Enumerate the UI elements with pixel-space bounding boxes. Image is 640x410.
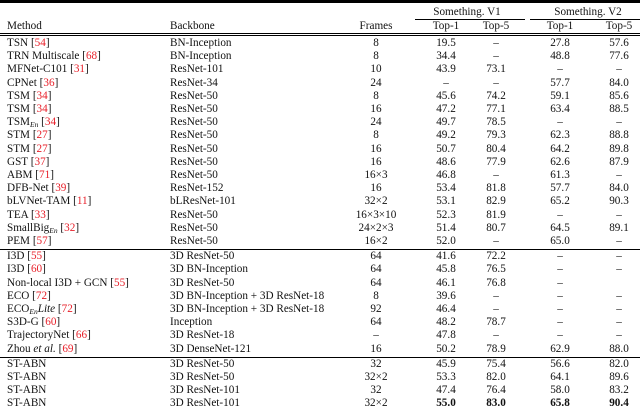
method-name: TRN Multiscale (7, 50, 80, 63)
score-v1t5: 76.8 (486, 276, 506, 289)
method-name: Non-local I3D + GCN (7, 276, 108, 289)
method-name: I3D (7, 250, 25, 263)
method-name: TrajectoryNet (7, 329, 70, 342)
backbone-cell: ResNet-50 (170, 89, 218, 102)
backbone-cell: ResNet-50 (170, 142, 218, 155)
score-v1t1: 45.9 (436, 357, 456, 370)
method-name: GST (7, 155, 28, 168)
score-v2t1: 62.3 (550, 129, 570, 142)
score-v1t1: 41.6 (436, 250, 456, 263)
frames-cell: 32 (370, 357, 382, 370)
backbone-cell: bLResNet-101 (170, 195, 236, 208)
citation-link[interactable]: 27 (36, 142, 48, 155)
citation-link[interactable]: 36 (43, 76, 55, 89)
score-v1t5: 75.4 (486, 357, 506, 370)
method-cell: $ECO_{En}Lite$ [72] (7, 303, 77, 316)
score-v2t1: 61.3 (550, 169, 570, 181)
score-v1t1: 45.6 (436, 89, 456, 102)
method-name: MFNet-C101 (7, 63, 68, 76)
frames-cell: 64 (370, 250, 382, 263)
backbone-cell: 3D ResNet-101 (170, 397, 240, 410)
method-cell: S3D-G [60] (7, 316, 61, 329)
score-v2t1: 64.2 (550, 142, 570, 155)
score-v1t1: 48.6 (436, 155, 456, 168)
score-v1t1: 19.5 (436, 37, 456, 49)
backbone-cell: 3D BN-Inception (170, 263, 248, 276)
header-double-rule-2 (0, 35, 640, 36)
frames-cell: 64 (370, 263, 382, 276)
backbone-cell: ResNet-34 (170, 76, 218, 89)
score-v2t5: 84.0 (609, 76, 629, 89)
score-v2t5: – (616, 116, 622, 129)
method-name: ABM (7, 169, 33, 181)
score-v1t5: 73.1 (486, 63, 506, 76)
frames-cell: 16×2 (364, 235, 388, 247)
method-cell: ECO [72] (7, 289, 51, 302)
score-v1t5: 83.0 (486, 397, 506, 410)
score-v2t1: 65.8 (550, 397, 570, 410)
backbone-cell: BN-Inception (170, 50, 232, 63)
score-v2t1: 59.1 (550, 89, 570, 102)
score-v2t5: 84.0 (609, 182, 629, 195)
score-v2t1: 64.1 (550, 371, 570, 383)
method-name: I3D (7, 263, 25, 276)
score-v2t1: 27.8 (550, 37, 570, 49)
score-v1t5: 80.7 (486, 221, 506, 234)
score-v1t1: 47.8 (436, 329, 456, 342)
score-v1t5: 79.3 (486, 129, 506, 142)
score-v2t1: 57.7 (550, 182, 570, 195)
citation-link[interactable]: 71 (39, 169, 51, 181)
method-name: STM (7, 142, 31, 155)
citation-link[interactable]: 34 (36, 89, 48, 102)
citation-link[interactable]: 55 (30, 250, 43, 263)
score-v2t5: – (616, 250, 622, 263)
method-cell (7, 384, 46, 397)
score-v2t1: – (557, 250, 563, 263)
score-v2t5: 89.6 (609, 371, 629, 383)
score-v1t5: 78.7 (486, 316, 506, 329)
score-v1t1: 49.2 (436, 129, 456, 142)
citation-link[interactable]: 39 (55, 182, 67, 195)
score-v2t5: – (616, 263, 622, 276)
frames-cell: 92 (370, 303, 382, 315)
header-v1-top1: Top-1 (432, 20, 460, 32)
method-cell (7, 358, 46, 371)
citation-link[interactable]: 66 (75, 329, 88, 342)
frames-cell: – (373, 329, 379, 342)
score-v2t5: – (616, 235, 622, 247)
score-v2t5: – (616, 208, 622, 221)
score-v1t1: 50.7 (436, 142, 456, 155)
method-italic: Lite (37, 303, 56, 315)
backbone-cell: ResNet-50 (170, 235, 218, 247)
frames-cell: 32 (370, 384, 382, 397)
score-v1t1: 46.8 (436, 169, 456, 181)
frames-cell: 16 (370, 342, 382, 355)
score-v1t5: – (493, 329, 499, 342)
group-separator (0, 249, 640, 250)
score-v2t1: 56.6 (550, 357, 570, 370)
frames-cell: 24 (370, 116, 382, 129)
method-name: ST-ABN (7, 357, 47, 370)
score-v2t1: – (557, 263, 563, 276)
score-v2t1: – (557, 289, 563, 302)
score-v1t1: 43.9 (436, 63, 456, 76)
method-cell: TEA [33] (7, 208, 50, 221)
score-v1t5: 82.0 (486, 371, 506, 383)
frames-cell: 8 (373, 89, 379, 102)
group-separator (0, 357, 640, 358)
score-v1t5: 76.5 (486, 263, 506, 276)
citation-link[interactable]: 57 (36, 235, 48, 247)
score-v1t5: 77.1 (486, 103, 506, 115)
score-v2t1: 57.7 (550, 76, 570, 89)
method-cell: SmallBig$_{En}$ [32] (7, 221, 80, 235)
backbone-cell: BN-Inception (170, 37, 232, 49)
score-v1t5: – (493, 235, 499, 247)
backbone-cell: 3D ResNet-50 (170, 276, 235, 289)
frames-cell: 64 (370, 276, 382, 289)
score-v2t1: 62.6 (550, 155, 570, 168)
score-v2t5: 83.2 (609, 384, 629, 397)
backbone-cell: 3D ResNet-50 (170, 250, 235, 263)
backbone-cell: ResNet-101 (170, 63, 224, 76)
method-cell: STM [27] (7, 129, 52, 142)
score-v1t1: 39.6 (436, 289, 456, 302)
header-method: Method (7, 20, 42, 32)
score-v2t5: 88.0 (609, 342, 629, 355)
score-v1t5: – (493, 76, 499, 89)
score-v1t5: – (493, 169, 499, 181)
score-v2t5: – (616, 316, 622, 329)
header-v1-top5: Top-5 (482, 20, 510, 32)
method-cell: GST [37] (7, 155, 50, 168)
score-v1t5: 80.4 (486, 142, 506, 155)
method-name: ECO (7, 303, 30, 315)
method-cell: TrajectoryNet [66] (7, 329, 91, 342)
citation-link[interactable]: 54 (34, 37, 46, 49)
score-v2t5: – (616, 169, 622, 181)
frames-cell: 10 (370, 63, 382, 76)
method-name: TSN (7, 37, 29, 49)
score-v1t1: 48.2 (436, 316, 456, 329)
frames-cell: 32×2 (364, 371, 388, 383)
frames-cell: 16×3 (364, 169, 388, 181)
frames-cell: 16 (370, 142, 382, 155)
backbone-cell: ResNet-50 (170, 155, 218, 168)
header-backbone: Backbone (170, 20, 215, 32)
score-v2t1: – (557, 329, 563, 342)
score-v1t5: 82.9 (486, 195, 506, 208)
score-v1t5: 72.2 (486, 250, 506, 263)
top-rule (0, 0, 640, 3)
score-v1t1: 47.4 (436, 384, 456, 397)
method-name: DFB-Net (7, 182, 49, 195)
score-v2t5: 88.8 (609, 129, 629, 142)
method-cell: TRN Multiscale [68] (7, 50, 101, 63)
header-double-rule-1 (0, 33, 640, 34)
score-v2t1: – (557, 208, 563, 221)
frames-cell: 24×2×3 (358, 221, 394, 234)
method-name: ST-ABN (7, 384, 47, 397)
score-v1t5: 74.2 (486, 89, 506, 102)
backbone-cell: ResNet-50 (170, 103, 218, 115)
header-v2-top1: Top-1 (546, 20, 574, 32)
score-v1t1: 46.1 (436, 276, 456, 289)
method-cell: Zhou et al. [69] (7, 342, 78, 355)
score-v1t1: – (443, 76, 449, 89)
score-v1t1: 46.4 (436, 303, 456, 315)
method-cell (7, 371, 46, 384)
score-v1t1: 50.2 (436, 342, 456, 355)
backbone-cell: 3D ResNet-50 (170, 357, 235, 370)
method-name: CPNet (7, 76, 37, 89)
citation-link[interactable]: 34 (36, 103, 48, 115)
score-v2t5: – (616, 289, 622, 302)
citation-link[interactable]: 34 (44, 116, 57, 129)
score-v2t1: 64.5 (550, 221, 570, 234)
citation-link[interactable]: 37 (34, 155, 46, 168)
method-name: ST-ABN (7, 371, 47, 383)
frames-cell: 8 (373, 129, 379, 142)
score-v2t5: 85.6 (609, 89, 629, 102)
method-name: S3D-G (7, 316, 39, 329)
score-v2t5: – (616, 329, 622, 342)
method-name: PEM (7, 235, 31, 247)
score-v1t1: 53.1 (436, 195, 456, 208)
backbone-cell: 3D ResNet-101 (170, 384, 240, 397)
method-cell: CPNet [36] (7, 76, 59, 89)
method-subscript: En (49, 225, 58, 235)
score-v2t5: 90.4 (609, 397, 629, 410)
method-cell: STM [27] (7, 142, 52, 155)
method-name: TSM (7, 116, 31, 129)
backbone-cell: ResNet-50 (170, 169, 218, 181)
score-v2t1: 63.4 (550, 103, 570, 115)
method-cell: PEM [57] (7, 235, 52, 247)
method-name: Zhou (7, 342, 34, 355)
score-v2t1: – (557, 276, 563, 289)
score-v1t1: 52.3 (436, 208, 456, 221)
header-v1: Something. V1 (433, 6, 501, 18)
score-v2t5: 77.6 (609, 50, 629, 63)
score-v1t5: 81.8 (486, 182, 506, 195)
frames-cell: 64 (370, 316, 382, 329)
frames-cell: 24 (370, 76, 382, 89)
citation-link[interactable]: 32 (64, 221, 76, 234)
score-v2t5: 82.0 (609, 357, 629, 370)
citation-link[interactable]: 11 (76, 195, 88, 208)
method-cell: TSN [54] (7, 37, 50, 49)
backbone-cell: ResNet-152 (170, 182, 224, 195)
score-v1t1: 34.4 (436, 50, 456, 63)
score-v1t5: 77.9 (486, 155, 506, 168)
header-frames: Frames (359, 20, 393, 32)
method-name: ST-ABN (7, 397, 47, 410)
method-cell: DFB-Net [39] (7, 182, 71, 195)
score-v2t5: 87.9 (609, 155, 629, 168)
citation-link[interactable]: 55 (113, 276, 126, 289)
frames-cell: 32×2 (364, 397, 388, 410)
score-v1t5: – (493, 303, 499, 315)
method-name: bLVNet-TAM (7, 195, 71, 208)
method-cell (7, 397, 46, 410)
method-name: SmallBig (7, 221, 50, 234)
method-cell: I3D [60] (7, 263, 46, 276)
method-cell: Non-local I3D + GCN [55] (7, 276, 129, 289)
score-v2t1: 48.8 (550, 50, 570, 63)
score-v1t1: 47.2 (436, 103, 456, 115)
frames-cell: 16×3×10 (355, 208, 397, 221)
method-italic: et al. (33, 342, 56, 355)
citation-link[interactable]: 31 (73, 63, 86, 76)
citation-link[interactable]: 72 (61, 303, 73, 315)
citation-link[interactable]: 69 (62, 342, 74, 355)
citation-link[interactable]: 72 (35, 289, 48, 302)
header-v2-top5: Top-5 (605, 20, 633, 32)
frames-cell: 8 (373, 50, 379, 63)
method-name: STM (7, 129, 31, 142)
score-v1t5: 78.5 (486, 116, 506, 129)
backbone-cell: 3D ResNet-18 (170, 329, 235, 342)
score-v2t1: – (557, 116, 563, 129)
score-v2t5: – (616, 63, 622, 76)
score-v1t1: 53.4 (436, 182, 456, 195)
backbone-cell: 3D BN-Inception + 3D ResNet-18 (170, 303, 325, 315)
method-name: TSM (7, 103, 31, 115)
frames-cell: 8 (373, 289, 379, 302)
score-v2t5: 90.3 (609, 195, 629, 208)
score-v2t1: – (557, 303, 563, 315)
method-name: TEA (7, 208, 29, 221)
method-cell: I3D [55] (7, 250, 46, 263)
score-v1t5: – (493, 289, 499, 302)
score-v1t1: 55.0 (436, 397, 456, 410)
header-v2: Something. V2 (554, 6, 622, 18)
backbone-cell: 3D BN-Inception + 3D ResNet-18 (170, 289, 325, 302)
score-v2t1: 58.0 (550, 384, 570, 397)
method-cell: bLVNet-TAM [11] (7, 195, 92, 208)
method-cell: ABM [71] (7, 169, 54, 181)
backbone-cell: ResNet-50 (170, 116, 218, 129)
backbone-cell: 3D DenseNet-121 (170, 342, 252, 355)
score-v2t1: 65.2 (550, 195, 570, 208)
score-v1t5: – (493, 50, 499, 63)
backbone-cell: ResNet-50 (170, 221, 218, 234)
score-v2t1: 65.0 (550, 235, 570, 247)
score-v2t1: – (557, 63, 563, 76)
method-cell: TSM [34] (7, 89, 52, 102)
citation-link[interactable]: 68 (85, 50, 98, 63)
score-v1t5: 76.4 (486, 384, 506, 397)
method-name: TSM (7, 89, 31, 102)
score-v1t1: 53.3 (436, 371, 456, 383)
score-v2t5: 88.5 (609, 103, 629, 115)
method-subscript: En (30, 120, 39, 130)
score-v2t5: 89.8 (609, 142, 629, 155)
backbone-cell: ResNet-50 (170, 208, 218, 221)
score-v2t1: 62.9 (550, 342, 570, 355)
frames-cell: 16 (370, 155, 382, 168)
frames-cell: 8 (373, 37, 379, 49)
score-v1t5: – (493, 37, 499, 49)
score-v2t1: – (557, 316, 563, 329)
frames-cell: 16 (370, 103, 382, 115)
score-v1t1: 51.4 (436, 221, 456, 234)
score-v1t5: 78.9 (486, 342, 506, 355)
score-v1t1: 45.8 (436, 263, 456, 276)
backbone-cell: Inception (170, 316, 213, 329)
citation-link[interactable]: 60 (45, 316, 57, 329)
score-v1t1: 49.7 (436, 116, 456, 129)
method-subscript: En (29, 307, 38, 316)
score-v1t1: 52.0 (436, 235, 456, 247)
frames-cell: 32×2 (364, 195, 388, 208)
method-cell: MFNet-C101 [31] (7, 63, 89, 76)
score-v1t5: 81.9 (486, 208, 506, 221)
method-name: ECO (7, 289, 30, 302)
citation-link[interactable]: 27 (36, 129, 48, 142)
score-v2t5: – (616, 303, 622, 315)
method-cell: TSM [34] (7, 103, 52, 115)
citation-link[interactable]: 60 (30, 263, 43, 276)
backbone-cell: 3D ResNet-50 (170, 371, 235, 383)
backbone-cell: ResNet-50 (170, 129, 218, 142)
citation-link[interactable]: 33 (34, 208, 46, 221)
score-v2t5: 89.1 (609, 221, 629, 234)
frames-cell: 16 (370, 182, 382, 195)
method-cell: $TSM_{En}$ [34] (7, 116, 60, 130)
score-v2t5: 57.6 (609, 37, 629, 49)
